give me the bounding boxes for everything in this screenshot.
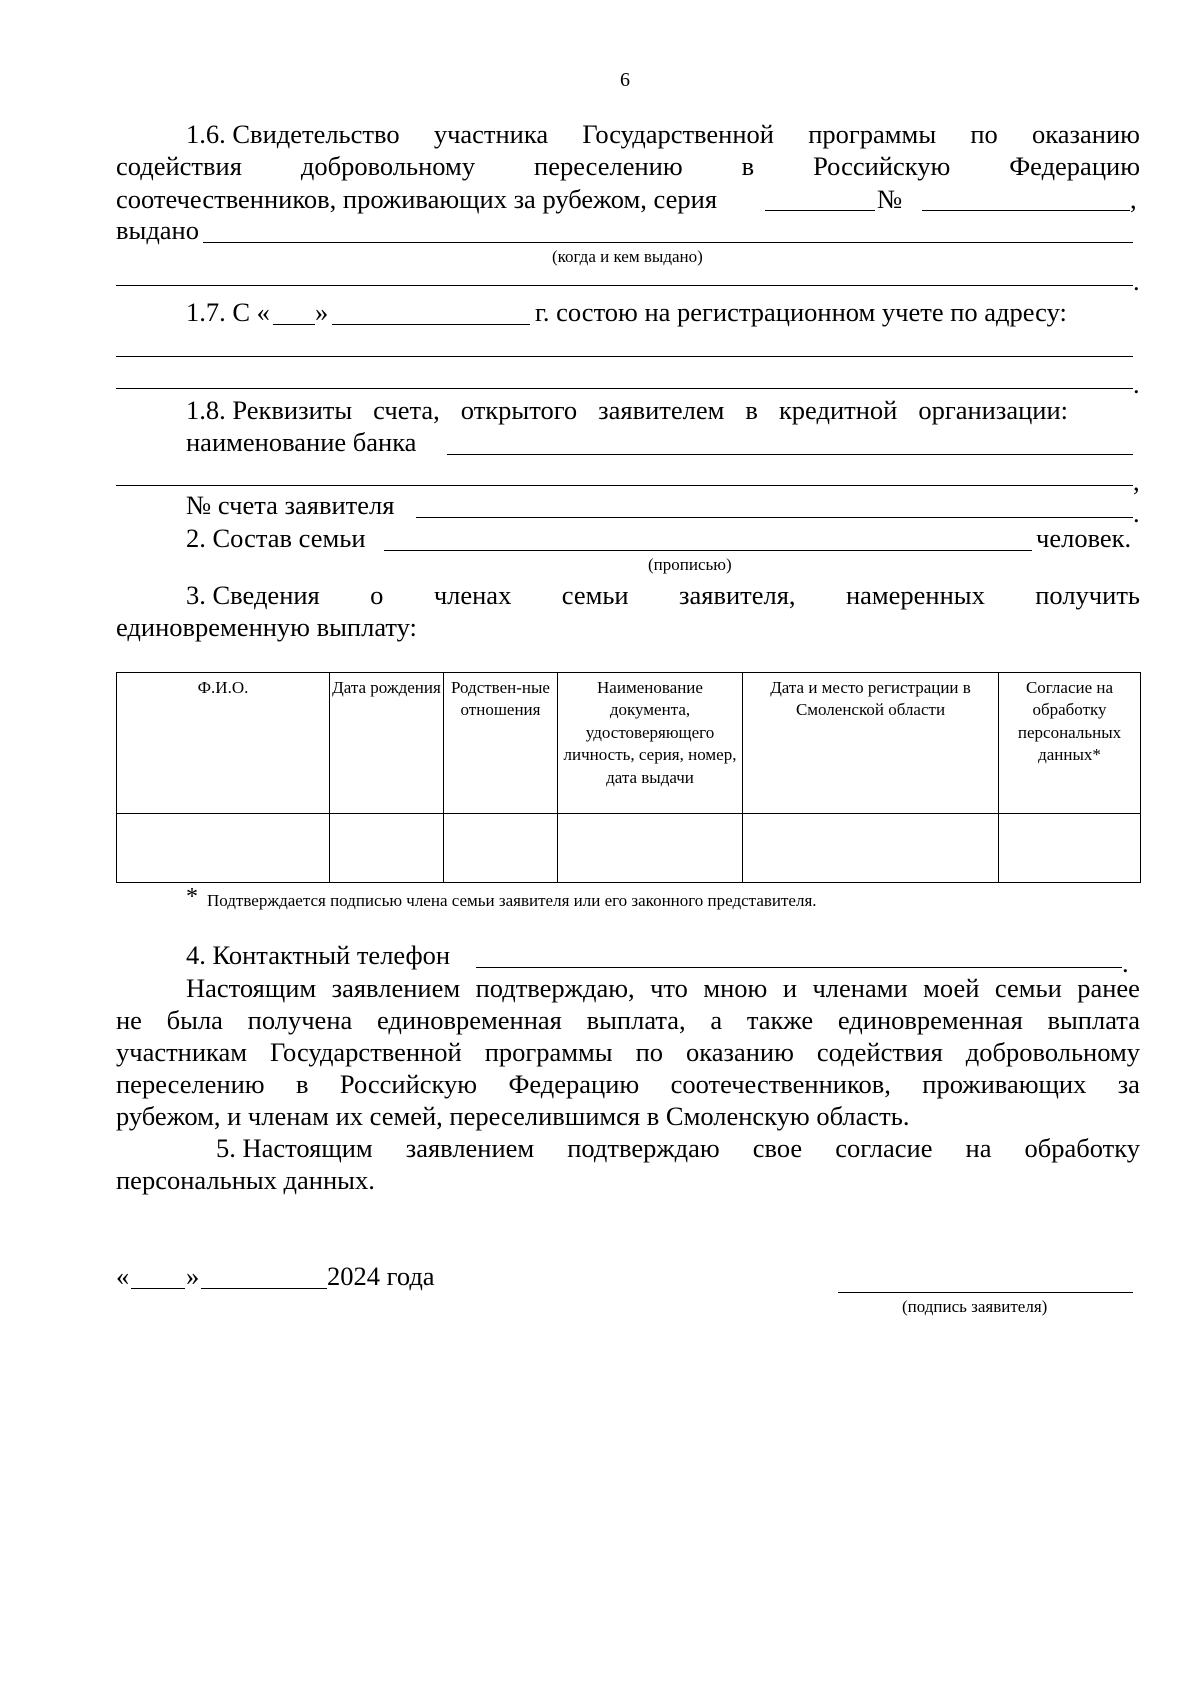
word: мною bbox=[703, 973, 768, 1003]
word: семьи bbox=[994, 973, 1062, 1003]
family-size-suffix: человек. bbox=[1036, 523, 1132, 553]
bank-name-end-comma: , bbox=[1133, 466, 1140, 496]
confirmation-line-5: рубежом, и членам их семей, переселившимся в Смоленскую область. bbox=[116, 1101, 910, 1131]
word: в bbox=[741, 151, 755, 181]
issued-by-field[interactable] bbox=[203, 242, 1133, 243]
word: по bbox=[970, 119, 998, 149]
word: счета, bbox=[373, 395, 440, 425]
date-close-quote: » bbox=[186, 1261, 200, 1291]
word: свое bbox=[752, 1133, 803, 1163]
section-1-7-quote-close: » bbox=[315, 297, 329, 327]
word: проживающих bbox=[922, 1069, 1087, 1099]
family-size-field[interactable] bbox=[384, 550, 1032, 551]
column-header-identity-document: Наименование документа, удостоверяющего личность, серия, номер, дата выдачи bbox=[558, 673, 743, 814]
word: оказанию bbox=[686, 1037, 794, 1067]
date-year-text: 2024 года bbox=[327, 1261, 435, 1291]
section-5-line-1 bbox=[216, 1135, 1140, 1162]
contact-phone-label: 4. Контактный телефон bbox=[186, 940, 451, 970]
word: Настоящим bbox=[186, 973, 317, 1003]
word: а bbox=[710, 1005, 723, 1035]
word: Государственной bbox=[582, 119, 774, 149]
word: 3. Сведения bbox=[186, 580, 320, 610]
word: заявлением bbox=[405, 1133, 535, 1163]
word: 1.6. Свидетельство bbox=[186, 119, 400, 149]
word: 5. Настоящим bbox=[216, 1133, 373, 1163]
word: организации: bbox=[918, 395, 1068, 425]
column-header-birth-date: Дата рождения bbox=[330, 673, 444, 814]
word: и bbox=[782, 973, 797, 1003]
column-header-relationship: Родствен-ные отношения bbox=[444, 673, 558, 814]
section-1-7-prefix: 1.7. С « bbox=[186, 297, 270, 327]
word: членами bbox=[812, 973, 908, 1003]
word: переселению bbox=[116, 1069, 265, 1099]
word: переселению bbox=[534, 151, 683, 181]
word: участника bbox=[433, 119, 549, 149]
word: заявителя, bbox=[679, 580, 796, 610]
family-size-caption: (прописью) bbox=[648, 555, 732, 574]
word: программы bbox=[808, 119, 937, 149]
word: что bbox=[650, 973, 688, 1003]
registration-end-period: . bbox=[1133, 369, 1140, 399]
word: за bbox=[1117, 1069, 1140, 1099]
word: соотечественников, bbox=[670, 1069, 891, 1099]
word: Федерацию bbox=[1009, 151, 1140, 181]
word: выплата, bbox=[586, 1005, 686, 1035]
date-month-field[interactable] bbox=[201, 1288, 327, 1289]
section-1-6-line-1 bbox=[186, 121, 1140, 148]
footnote-text: Подтверждается подписью члена семьи заявителя или его законного представителя. bbox=[207, 891, 817, 910]
word: добровольному bbox=[300, 151, 476, 181]
word: содействия bbox=[116, 151, 242, 181]
word: единовременная bbox=[837, 1005, 1023, 1035]
confirmation-line-2 bbox=[116, 1007, 1140, 1034]
column-header-registration: Дата и место регистрации в Смоленской области bbox=[743, 673, 999, 814]
registration-address-field[interactable] bbox=[116, 356, 1133, 357]
confirmation-line-3 bbox=[116, 1039, 1140, 1066]
account-end-period: . bbox=[1133, 498, 1140, 528]
word: участникам bbox=[116, 1037, 248, 1067]
word: Российскую bbox=[813, 151, 951, 181]
date-day-field[interactable] bbox=[131, 1288, 185, 1289]
registration-address-field-continued[interactable] bbox=[116, 388, 1133, 389]
word: также bbox=[746, 1005, 814, 1035]
word: Государственной bbox=[270, 1037, 462, 1067]
contact-phone-end-period: . bbox=[1122, 948, 1129, 978]
table-cell-identity-document[interactable] bbox=[558, 814, 743, 883]
confirmation-line-1 bbox=[186, 975, 1140, 1002]
section-5-line-2: персональных данных. bbox=[116, 1165, 375, 1195]
date-open-quote: « bbox=[116, 1261, 130, 1291]
issued-end-period: . bbox=[1133, 266, 1140, 296]
signature-caption: (подпись заявителя) bbox=[902, 1297, 1048, 1316]
column-header-full-name: Ф.И.О. bbox=[117, 673, 330, 814]
word: добровольному bbox=[965, 1037, 1140, 1067]
word: в bbox=[296, 1069, 309, 1099]
word: на bbox=[965, 1133, 992, 1163]
word: Федерацию bbox=[508, 1069, 640, 1099]
word: подтверждаю bbox=[567, 1133, 720, 1163]
certificate-end-comma: , bbox=[1130, 184, 1137, 214]
word: в bbox=[745, 395, 758, 425]
confirmation-line-4 bbox=[116, 1071, 1140, 1098]
signature-field[interactable] bbox=[838, 1292, 1133, 1293]
word: кредитной bbox=[778, 395, 898, 425]
word: о bbox=[370, 580, 384, 610]
word: 1.8. Реквизиты bbox=[186, 395, 353, 425]
word: не bbox=[116, 1005, 142, 1035]
word: открытого bbox=[460, 395, 578, 425]
contact-phone-field[interactable] bbox=[476, 967, 1122, 968]
table-header-row bbox=[117, 673, 1141, 814]
word: получена bbox=[247, 1005, 353, 1035]
word: подтверждаю, bbox=[475, 973, 635, 1003]
registration-month-field[interactable] bbox=[332, 324, 530, 325]
word: Российскую bbox=[339, 1069, 478, 1099]
certificate-number-field[interactable] bbox=[922, 210, 1130, 211]
word: по bbox=[635, 1037, 664, 1067]
certificate-series-field[interactable] bbox=[765, 210, 875, 211]
section-1-7-suffix: г. состою на регистрационном учете по адресу: bbox=[535, 297, 1067, 327]
family-size-label: 2. Состав семьи bbox=[186, 523, 366, 553]
registration-day-field[interactable] bbox=[273, 324, 315, 325]
table-cell-data-consent[interactable] bbox=[999, 814, 1141, 883]
table-cell-birth-date[interactable] bbox=[330, 814, 444, 883]
word: содействия bbox=[816, 1037, 943, 1067]
word: выплата bbox=[1047, 1005, 1140, 1035]
bank-name-label: наименование банка bbox=[186, 427, 417, 457]
word: заявлением bbox=[331, 973, 461, 1003]
section-3-line-2: единовременную выплату: bbox=[116, 612, 417, 642]
word: оказанию bbox=[1032, 119, 1140, 149]
word: согласие bbox=[835, 1133, 933, 1163]
word: семьи bbox=[561, 580, 629, 610]
word: получить bbox=[1035, 580, 1140, 610]
issued-by-field-continued[interactable] bbox=[116, 285, 1133, 286]
bank-name-field[interactable] bbox=[447, 454, 1133, 455]
table-cell-registration[interactable] bbox=[743, 814, 999, 883]
table-row bbox=[117, 814, 1141, 883]
word: единовременная bbox=[376, 1005, 562, 1035]
account-number-label: № счета заявителя bbox=[186, 490, 395, 520]
word: членах bbox=[433, 580, 512, 610]
section-3-line-1 bbox=[186, 582, 1140, 609]
family-members-table bbox=[116, 672, 1141, 883]
number-sign: № bbox=[877, 184, 903, 214]
table-cell-relationship[interactable] bbox=[444, 814, 558, 883]
word: обработку bbox=[1024, 1133, 1140, 1163]
table-cell-full-name[interactable] bbox=[117, 814, 330, 883]
section-1-6-line-2 bbox=[116, 153, 1140, 180]
word: была bbox=[166, 1005, 223, 1035]
issued-caption: (когда и кем выдано) bbox=[552, 247, 703, 266]
issued-label: выдано bbox=[116, 215, 199, 245]
account-number-field[interactable] bbox=[416, 517, 1133, 518]
section-1-6-line-3: соотечественников, проживающих за рубежом, серия bbox=[116, 184, 718, 214]
word: моей bbox=[923, 973, 980, 1003]
footnote-star: * bbox=[186, 884, 198, 910]
column-header-data-consent: Согласие на обработку персональных данных* bbox=[999, 673, 1141, 814]
section-1-8-line-1 bbox=[186, 397, 1068, 424]
word: намеренных bbox=[845, 580, 985, 610]
word: программы bbox=[484, 1037, 613, 1067]
bank-name-field-continued[interactable] bbox=[116, 485, 1133, 486]
page-number: 6 bbox=[620, 69, 630, 91]
word: заявителем bbox=[598, 395, 725, 425]
word: ранее bbox=[1077, 973, 1140, 1003]
